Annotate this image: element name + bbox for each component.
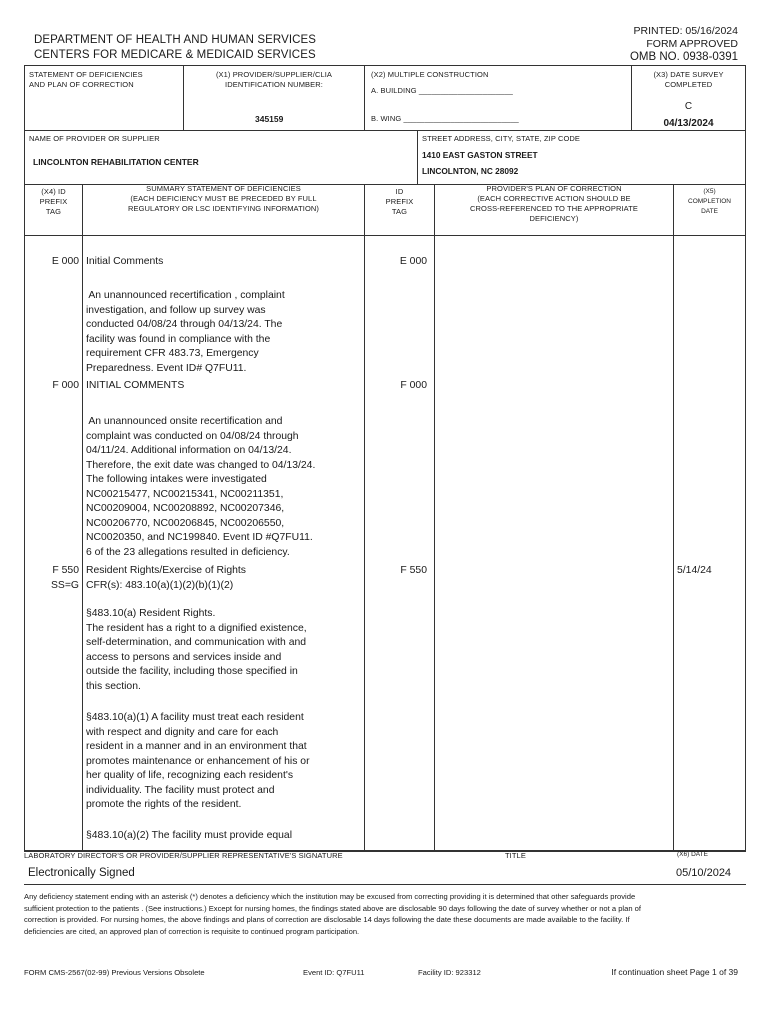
- address-label: STREET ADDRESS, CITY, STATE, ZIP CODE: [422, 134, 581, 143]
- x3-label: (X3) DATE SURVEY COMPLETED: [653, 70, 724, 89]
- survey-completed-date: 04/13/2024: [663, 118, 714, 129]
- text-line: Therefore, the exit date was changed to 04/13/24.: [86, 459, 316, 471]
- address-city: LINCOLNTON, NC 28092: [422, 166, 519, 176]
- text-line: The following intakes were investigated: [86, 474, 267, 485]
- department-line-2: CENTERS FOR MEDICARE & MEDICAID SERVICES: [34, 49, 316, 61]
- f550-cfr: CFR(s): 483.10(a)(1)(2)(b)(1)(2): [86, 579, 234, 591]
- deficiency-footnote: Any deficiency statement ending with an asterisk (*) denotes a deficiency which the institution may be excused from correcting providing it is determined that other safeguards provide sufficient protection to the patients . (See instructions.) Except for nursing homes, the findings stated above are disclosable 90 days following the date of survey whether or not a plan of correction is provided. For nursing homes, the above findings and plans of correction are disclosable 14 days following the date these documents are made available to the facility. If deficiencies are cited, an approved plan of correction is requisite to continued program participation.: [24, 892, 641, 936]
- department-line-1: DEPARTMENT OF HEALTH AND HUMAN SERVICES: [34, 34, 317, 46]
- x5-header: (X5) COMPLETION DATE: [688, 188, 731, 215]
- text-line: outside the facility, including those specified in: [86, 666, 298, 677]
- text-line: her quality of life, recognizing each resident's: [86, 770, 294, 781]
- scope-severity: SS=G: [50, 579, 79, 591]
- text-line: 6 of the 23 allegations resulted in deficiency.: [86, 546, 290, 558]
- signature-value: Electronically Signed: [28, 867, 135, 879]
- text-line: investigation, and follow up survey was: [86, 304, 266, 316]
- form-approved: FORM APPROVED: [646, 38, 738, 50]
- f000-text: [86, 415, 362, 560]
- f550-paragraph-2: [86, 711, 362, 813]
- page-indicator: If continuation sheet Page 1 of 39: [611, 967, 738, 977]
- address-street: 1410 EAST GASTON STREET: [422, 150, 538, 160]
- statement-label: STATEMENT OF DEFICIENCIES AND PLAN OF CORRECTION: [29, 70, 143, 89]
- e000-text: [86, 289, 362, 376]
- form-frame: [24, 65, 746, 851]
- x2-building: A. BUILDING ______________________: [371, 86, 513, 95]
- text-line: §483.10(a) Resident Rights.: [86, 608, 216, 619]
- f550-paragraph-1: [86, 607, 362, 694]
- provider-name: LINCOLNTON REHABILITATION CENTER: [33, 157, 199, 167]
- tag-f000: F 000: [52, 380, 79, 391]
- signature-label: LABORATORY DIRECTOR'S OR PROVIDER/SUPPLIER REPRESENTATIVE'S SIGNATURE: [24, 851, 343, 860]
- provider-id-number: 345159: [255, 114, 284, 124]
- text-line: Preparedness. Event ID# Q7FU11.: [86, 362, 247, 374]
- text-line: §483.10(a)(1) A facility must treat each resident: [86, 712, 304, 723]
- text-line: complaint was conducted on 04/08/24 through: [86, 430, 299, 442]
- text-line: access to persons and services inside and: [86, 651, 282, 663]
- title-label: TITLE: [505, 851, 526, 860]
- text-line: An unannounced recertification , complaint: [86, 290, 285, 301]
- e000-title: Initial Comments: [86, 256, 164, 267]
- text-line: facility was found in compliance with the: [86, 333, 271, 345]
- x1-label: (X1) PROVIDER/SUPPLIER/CLIA IDENTIFICATION NUMBER:: [215, 70, 333, 89]
- text-line: conducted 04/08/24 through 04/13/24. The: [86, 319, 283, 330]
- print-info: [630, 25, 738, 64]
- text-line: NC00209004, NC00208892, NC00207346,: [86, 503, 285, 514]
- f550-title: Resident Rights/Exercise of Rights CFR(s): 483.10(a)(1)(2)(b)(1)(2): [86, 564, 246, 593]
- department-header: [34, 33, 316, 63]
- x2-wing: B. WING ___________________________: [371, 114, 519, 123]
- provider-name-label: NAME OF PROVIDER OR SUPPLIER: [29, 134, 160, 143]
- tag-f000-right: F 000: [400, 380, 427, 391]
- text-line: promotes maintenance or enhancement of his or: [86, 755, 310, 767]
- x2-label: (X2) MULTIPLE CONSTRUCTION: [371, 70, 489, 79]
- f550-completion-date: 5/14/24: [677, 565, 712, 576]
- text-line: 04/11/24. Additional information on 04/13/24.: [86, 445, 292, 456]
- tag-e000-right: E 000: [399, 256, 427, 267]
- text-line: An unannounced onsite recertification and: [86, 416, 283, 427]
- signature-date: 05/10/2024: [676, 867, 732, 879]
- form-number: FORM CMS-2567(02-99) Previous Versions Obsolete: [24, 968, 205, 977]
- text-line: NC00215477, NC00215341, NC00211351,: [86, 488, 284, 500]
- event-id: Event ID: Q7FU11: [303, 968, 365, 977]
- tag-f550-right: F 550: [400, 565, 427, 576]
- omb-number: OMB NO. 0938-0391: [629, 51, 738, 63]
- text-line: The resident has a right to a dignified existence,: [86, 622, 307, 634]
- text-line: NC00206770, NC00206845, NC00206550,: [86, 517, 285, 529]
- text-line: with respect and dignity and care for each: [86, 726, 279, 738]
- survey-code: C: [684, 101, 693, 112]
- printed-date: PRINTED: 05/16/2024: [633, 25, 738, 37]
- text-line: self-determination, and communication with and: [86, 637, 307, 648]
- text-line: this section.: [86, 680, 141, 692]
- f550-paragraph-3: §483.10(a)(2) The facility must provide equal: [86, 830, 292, 841]
- x6-date-label: (X6) DATE: [677, 851, 708, 858]
- text-line: resident in a manner and in an environment that: [86, 741, 307, 752]
- id-header: ID PREFIX TAG: [385, 187, 414, 216]
- plan-header: PROVIDER'S PLAN OF CORRECTION (EACH CORRECTIVE ACTION SHOULD BE CROSS-REFERENCED TO THE APPROPRIATE DEFICIENCY): [470, 184, 638, 223]
- x4-header: (X4) ID PREFIX TAG: [39, 187, 68, 216]
- f000-title: INITIAL COMMENTS: [86, 380, 185, 391]
- summary-header: SUMMARY STATEMENT OF DEFICIENCIES (EACH DEFICIENCY MUST BE PRECEDED BY FULL REGULATORY OR LSC IDENTIFYING INFORMATION): [127, 184, 320, 213]
- text-line: requirement CFR 483.73, Emergency: [86, 348, 259, 359]
- text-line: promote the rights of the resident.: [86, 799, 242, 810]
- text-line: NC0020350, and NC199840. Event ID #Q7FU11.: [86, 532, 313, 543]
- tag-f550: F 550 SS=G: [25, 564, 79, 593]
- tag-e000: E 000: [51, 256, 79, 267]
- facility-id: Facility ID: 923312: [418, 968, 481, 977]
- text-line: individuality. The facility must protect and: [86, 784, 275, 796]
